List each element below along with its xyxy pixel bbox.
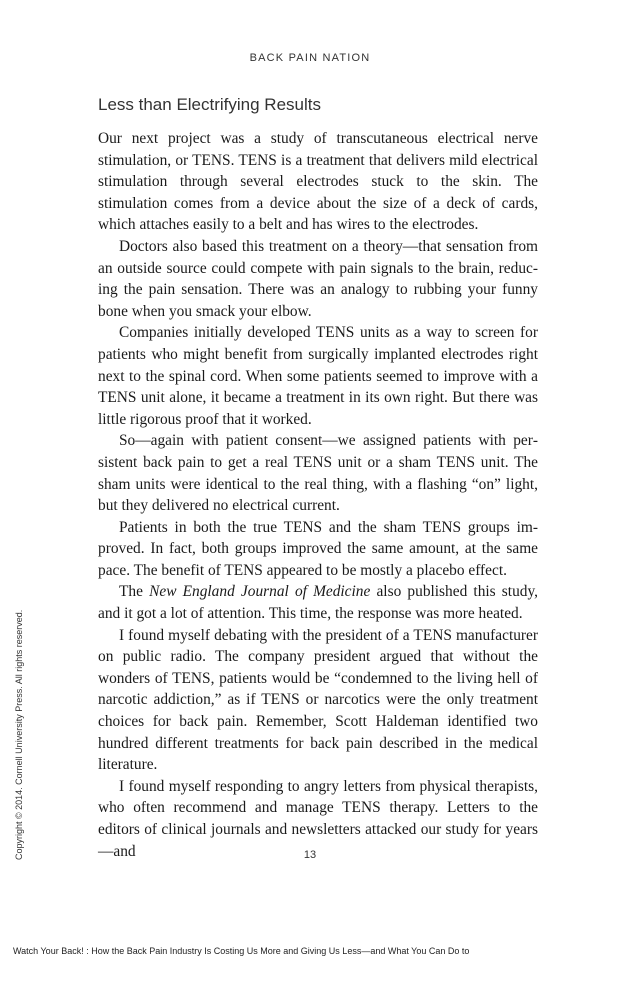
paragraph-6-rest: also published this study, and it got a lot of attention. This time, the response was more heated. [98, 583, 539, 623]
paragraph-6 [98, 581, 538, 624]
paragraph-7: I found myself debating with the president of a TENS manufacturer on public radio. The company president argued that without the wonders of TENS, patients would be “condemned to the living hell of narcotic addiction,” as if TENS or narcotics were the only treatment choices for back pain. Remember, Scott Haldeman identified two hundred different treatments for back pain described in the medical literature. [98, 626, 538, 774]
paragraph-6-lead: The [119, 583, 150, 601]
section-heading: Less than Electrifying Results [98, 95, 321, 114]
running-head: BACK PAIN NATION [249, 52, 371, 64]
footer-citation: Watch Your Back! : How the Back Pain Industry Is Costing Us More and Giving Us Less—and What You Can Do to [13, 946, 470, 956]
paragraph-1: Our next project was a study of transcutaneous electrical nerve stimulation, or TENS. TENS is a treatment that delivers mild electrical stimulation through several electrodes stuck to the skin. The stimulation comes from a device about the size of a deck of cards, which attaches easily to a belt and has wires to the electrodes. [98, 130, 538, 234]
journal-title: New England Journal of Medicine [149, 583, 371, 601]
body-text [98, 128, 538, 862]
paragraph-2: Doctors also based this treatment on a theory—that sensation from an outside source could compete with pain signals to the brain, reducing the pain sensation. There was an analogy to rubbing your funny bone when you smack your elbow. [98, 237, 538, 320]
paragraph-5: Patients in both the true TENS and the sham TENS groups improved. In fact, both groups improved the same amount, at the same pace. The benefit of TENS appeared to be mostly a placebo effect. [98, 518, 538, 579]
page-number: 13 [303, 849, 317, 861]
paragraph-3: Companies initially developed TENS units as a way to screen for patients who might benefit from surgically implanted electrodes right next to the spinal cord. When some patients seemed to improve with a TENS unit alone, it became a treatment in its own right. But there was little rigorous proof that it worked. [98, 324, 538, 428]
paragraph-4: So—again with patient consent—we assigned patients with persistent back pain to get a real TENS unit or a sham TENS unit. The sham units were identical to the real thing, with a flashing “on” light, but they delivered no electrical current. [98, 432, 538, 515]
copyright-notice: Copyright © 2014. Cornell University Press. All rights reserved. [14, 609, 24, 860]
paragraph-8: I found myself responding to angry letters from physical therapists, who often recommend and manage TENS therapy. Letters to the editors of clinical journals and newsletters attacked our study for years—and [98, 777, 538, 860]
